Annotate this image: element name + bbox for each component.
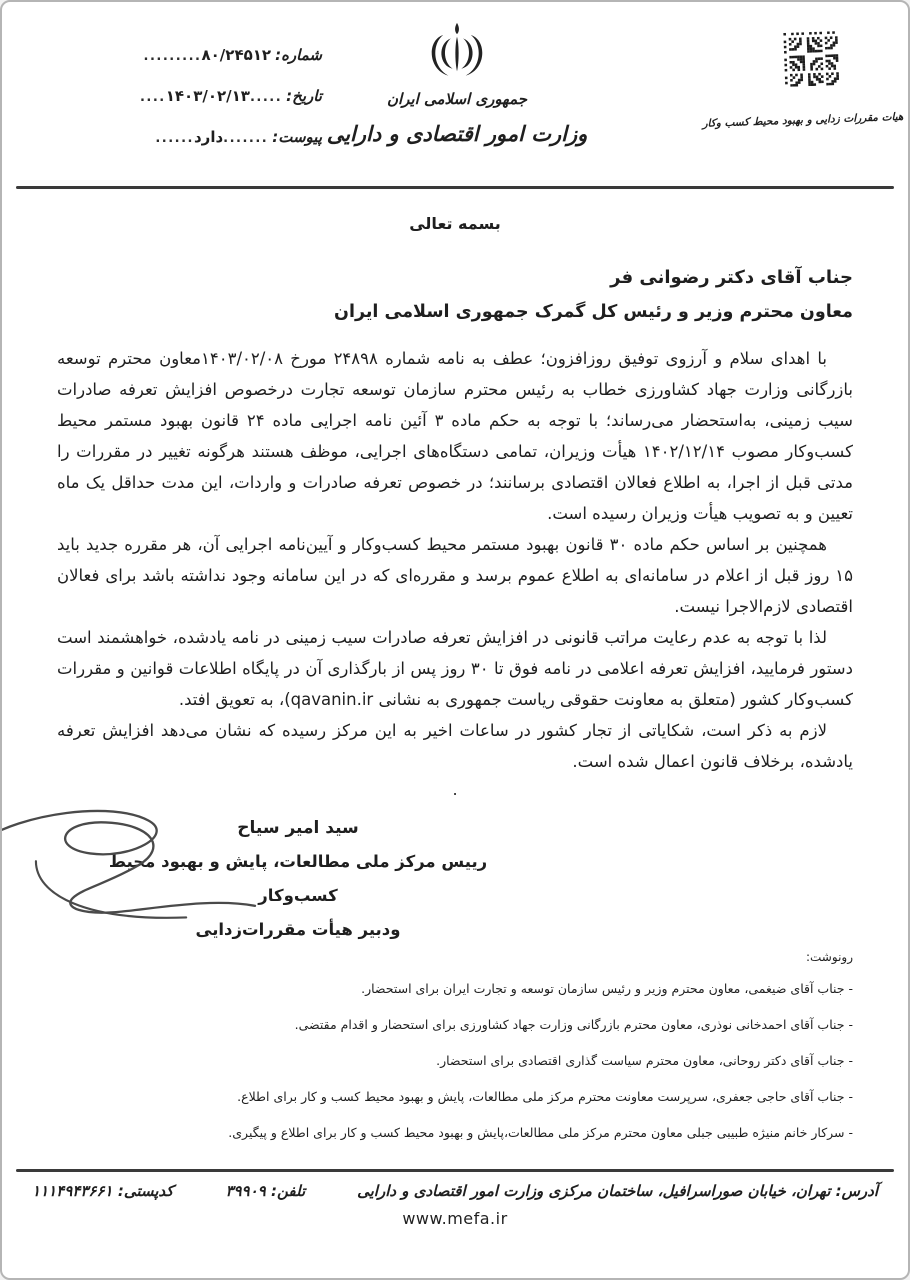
header-divider [16, 186, 894, 189]
deregulation-board-stamp [702, 29, 904, 130]
cc-item: - جناب آقای ضیغمی، معاون محترم وزیر و رئیس سازمان توسعه و تجارت ایران برای استحضار. [361, 981, 853, 996]
cc-item: - جناب آقای حاجی جعفری، سرپرست معاونت محترم مرکز ملی مطالعات، پایش و بهبود محیط کسب و کار برای اطلاع. [237, 1089, 853, 1104]
letter-number-label: شماره: [275, 46, 322, 64]
footer-postal [32, 1182, 173, 1200]
letter-attachment-row [32, 128, 322, 146]
cc-item: - جناب آقای احمدخانی نوذری، معاون محترم بازرگانی وزارت جهاد کشاورزی برای استحضار و اقدام مقتضی. [294, 1017, 853, 1032]
ministry-name: وزارت امور اقتصادی و دارایی [326, 122, 588, 146]
footer-divider [16, 1169, 894, 1172]
letter-attachment-label: پیوست: [272, 128, 322, 146]
dotted-line: ....... [223, 131, 269, 146]
cc-section [57, 950, 853, 1160]
addressee-title: معاون محترم وزیر و رئیس کل گمرک جمهوری اسلامی ایران [334, 302, 853, 322]
footer-contact-row [32, 1182, 878, 1200]
letter-body [57, 202, 853, 947]
cc-item: - جناب آقای دکتر روحانی، معاون محترم سیاست گذاری اقتصادی برای استحضار. [436, 1053, 853, 1068]
dotted-line: ......... [143, 49, 202, 64]
signer-name: سید امیر سیاح [237, 818, 359, 838]
country-name: جمهوری اسلامی ایران [386, 90, 528, 108]
website-url: www.mefa.ir [402, 1209, 508, 1228]
letter-date-value: ۱۴۰۳/۰۲/۱۳ [165, 87, 250, 105]
footer-postal-value: ۱۱۱۴۹۴۳۶۶۱ [32, 1182, 113, 1200]
board-name: هیات مقررات زدایی و بهبود محیط کسب وکار [702, 110, 904, 130]
body-paragraph-2: همچنین بر اساس حکم ماده ۳۰ قانون بهبود مستمر محیط کسب‌وکار و آیین‌نامه اجرایی آن، هر مقرره جدید باید ۱۵ روز قبل از اعلام در سامانه‌ای به اطلاع عموم برسد و مقرره‌ای که در این سامانه وجود نداشته باشد برای فعالان اقتصادی لازم‌الاجرا نیست. [57, 535, 853, 616]
letter-footer [32, 1182, 878, 1228]
body-paragraph-1: با اهدای سلام و آرزوی توفیق روزافزون؛ عطف به نامه شماره ۲۴۸۹۸ مورخ ۱۴۰۳/۰۲/۰۸معاون محترم توسعه بازرگانی وزارت جهاد کشاورزی خطاب به رئیس محترم سازمان توسعه تجارت درخصوص افزایش تعرفه صادرات سیب زمینی، به‌استحضار می‌رساند؛ با توجه به حکم ماده ۳ آئین نامه اجرایی ماده ۲۴ قانون بهبود مستمر محیط کسب‌وکار مصوب ۱۴۰۲/۱۲/۱۴ هیأت وزیران، تمامی دستگاه‌های اجرایی، موظف هستند هرگونه تغییر در مقررات را مدتی قبل از اجرا، به اطلاع فعالان اقتصادی برسانند؛ در خصوص تعرفه صادرات و واردات، این مدت حداقل یک ماه تعیین و به تصویب هیأت وزیران رسیده است. [57, 349, 853, 523]
letterhead-center [292, 22, 622, 146]
iran-emblem-icon [429, 22, 485, 86]
footer-phone-value: ۳۹۹۰۹ [225, 1182, 266, 1200]
letter-attachment-value: دارد [193, 128, 224, 146]
qr-code-icon [781, 31, 841, 87]
dotted-line: ...... [155, 131, 194, 146]
signature-block [98, 811, 498, 947]
footer-postal-label: کدپستی: [117, 1182, 174, 1200]
letter-number-value: ۸۰/۲۴۵۱۲ [201, 46, 272, 64]
footer-address: آدرس: تهران، خیابان صوراسرافیل، ساختمان مرکزی وزارت امور اقتصادی و دارایی [357, 1182, 878, 1200]
cc-item: - سرکار خانم منیژه طبیبی جبلی معاون محترم مرکز ملی مطالعات،پایش و بهبود محیط کسب و کار برای اطلاع و پیگیری. [228, 1125, 853, 1140]
footer-phone-label: تلفن: [270, 1182, 306, 1200]
letter-number-row [32, 46, 322, 64]
signer-title-2: ودبیر هیأت مقررات‌زدایی [195, 920, 401, 939]
letter-meta-block [32, 46, 322, 169]
letter-date-row [32, 87, 322, 105]
closing-dot: . [452, 780, 458, 799]
body-paragraph-3: لذا با توجه به عدم رعایت مراتب قانونی در افزایش تعرفه صادرات سیب زمینی در نامه یادشده، خواهشمند است دستور فرمایید، افزایش تعرفه اعلامی در نامه فوق تا ۳۰ روز پس از بارگذاری آن در پایگاه اطلاعات قوانین و مقررات کسب‌وکار کشور (متعلق به معاونت حقوقی ریاست جمهوری به نشانی qavanin.ir)، به تعویق افتد. [57, 628, 853, 709]
letter-date-label: تاریخ: [286, 87, 322, 105]
dotted-line: .... [139, 90, 166, 105]
besmeleh-text: بسمه تعالی [409, 214, 501, 233]
cc-label: رونوشت: [805, 950, 853, 964]
footer-phone [225, 1182, 305, 1200]
signer-title-1: رییس مرکز ملی مطالعات، پایش و بهبود محیط کسب‌وکار [108, 852, 488, 905]
addressee-name: جناب آقای دکتر رضوانی فر [610, 267, 853, 288]
body-paragraph-4: لازم به ذکر است، شکایاتی از تجار کشور در ساعات اخیر به این مرکز رسیده که نشان می‌دهد افزایش تعرفه یادشده، برخلاف قانون اعمال شده است. [57, 721, 853, 771]
dotted-line: ..... [249, 90, 283, 105]
